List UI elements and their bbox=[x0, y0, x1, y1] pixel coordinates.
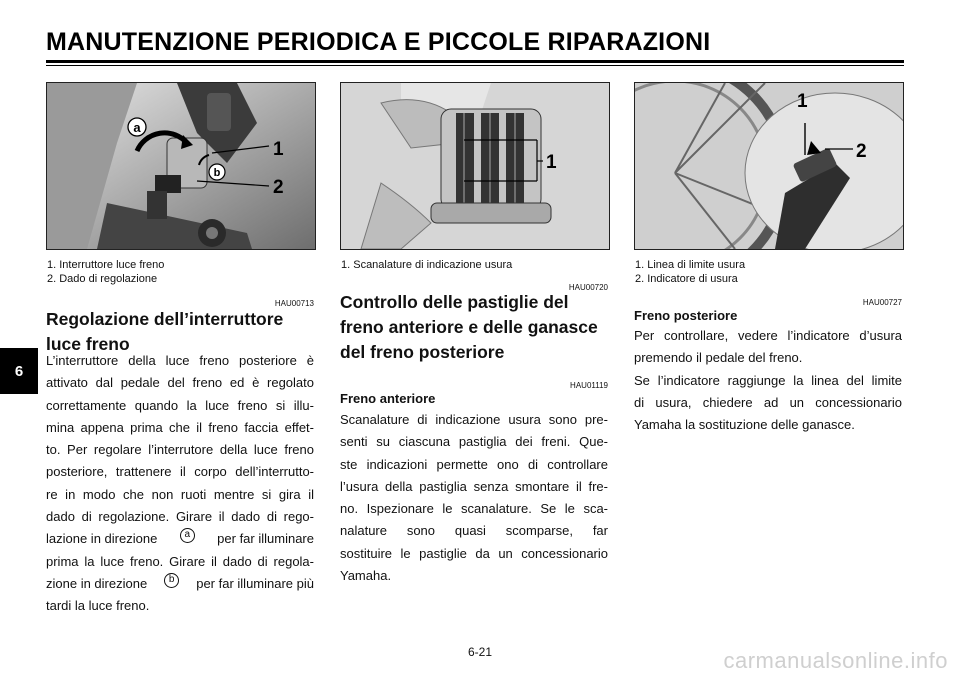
page-title: MANUTENZIONE PERIODICA E PICCOLE RIPARAZIONI bbox=[46, 28, 711, 56]
text-line: nalature sono quasi scomparse, far bbox=[340, 523, 608, 539]
heading-line: del freno posteriore bbox=[340, 342, 505, 362]
section-heading bbox=[340, 290, 608, 365]
callout-b: b bbox=[213, 167, 221, 179]
marker-letter: a bbox=[184, 529, 191, 541]
callout-1: 1 bbox=[797, 91, 808, 112]
callout-1: 1 bbox=[546, 152, 557, 173]
text-line: prima la luce freno. Girare il dado di regola- bbox=[46, 553, 314, 569]
callout-2: 2 bbox=[856, 141, 867, 162]
header-rule-thick bbox=[46, 60, 904, 63]
chapter-tab: 6 bbox=[0, 348, 38, 394]
text-line: Yamaha. bbox=[340, 568, 392, 584]
body-paragraph bbox=[46, 350, 314, 618]
text-line: Per controllare, vedere l’indicatore d’usura bbox=[634, 328, 902, 343]
body-paragraph bbox=[634, 325, 902, 436]
text-fragment: lazione in direzione bbox=[46, 531, 158, 547]
text-fragment: zione in direzione bbox=[46, 575, 148, 591]
caption-line: 2. Indicatore di usura bbox=[635, 273, 738, 285]
text-line: Yamaha la sostituzione delle ganasce. bbox=[634, 417, 855, 433]
marker-letter: b bbox=[168, 573, 175, 585]
caption-line: 1. Scanalature di indicazione usura bbox=[341, 259, 513, 271]
text-line: no. Ispezionare le scanalature. Se le sca- bbox=[340, 501, 608, 517]
text-line: correttamente quando la luce freno si illu- bbox=[46, 397, 314, 413]
subheading: Freno anteriore bbox=[340, 391, 436, 406]
heading-line: Controllo delle pastiglie del bbox=[340, 292, 569, 312]
direction-a-marker bbox=[180, 528, 195, 543]
header-rule-thin bbox=[46, 65, 904, 66]
text-line: di usura, chiedere ad un concessionario bbox=[634, 394, 902, 410]
heading-line: Regolazione dell’interruttore bbox=[46, 309, 284, 329]
figure-caption bbox=[635, 258, 745, 286]
reference-code: HAU00727 bbox=[862, 298, 902, 307]
text-line: tardi la luce freno. bbox=[46, 598, 150, 614]
direction-b-marker bbox=[164, 573, 179, 588]
callout-a: a bbox=[133, 120, 141, 135]
reference-code: HAU00720 bbox=[568, 283, 608, 292]
text-line bbox=[46, 528, 314, 550]
caption-line: 2. Dado di regolazione bbox=[47, 273, 158, 285]
figure-front-pads bbox=[340, 82, 610, 250]
text-line: premendo il pedale del freno. bbox=[634, 350, 803, 366]
text-line: posteriore, trattenere il corpo dell’interrutto- bbox=[46, 464, 314, 480]
callout-2: 2 bbox=[273, 177, 284, 198]
text-line: l’usura della pastiglia senza smontare il fre- bbox=[340, 478, 608, 494]
reference-code: HAU01119 bbox=[570, 381, 608, 390]
figure-brake-switch bbox=[46, 82, 316, 250]
subheading: Freno posteriore bbox=[634, 308, 738, 323]
text-line: ste indicazioni permette ono di controllare bbox=[340, 456, 608, 472]
text-line: senti su ciascuna pastiglia dei freni. Que- bbox=[340, 434, 608, 450]
figure-caption bbox=[47, 258, 164, 286]
text-line: dado di regolazione. Girare il dado di rego- bbox=[46, 509, 314, 525]
page-number: 6-21 bbox=[467, 645, 493, 659]
text-line: Se l’indicatore raggiunge la linea del limite bbox=[634, 372, 902, 388]
text-line: Scanalature di indicazione usura sono pre- bbox=[340, 412, 608, 427]
heading-line: luce freno bbox=[46, 334, 130, 354]
heading-line: freno anteriore e delle ganasce bbox=[340, 317, 598, 337]
text-line bbox=[46, 573, 314, 595]
text-line: sostituire le pastiglie da un concessionario bbox=[340, 545, 608, 561]
caption-line: 1. Interruttore luce freno bbox=[47, 259, 165, 271]
body-paragraph bbox=[340, 409, 608, 587]
text-line: mina appena prima che il freno faccia effet- bbox=[46, 419, 314, 435]
figure-rear-shoes bbox=[634, 82, 904, 250]
watermark: carmanualsonline.info bbox=[723, 648, 948, 673]
text-line: attivato dal pedale del freno ed è regolato bbox=[46, 375, 314, 391]
callout-1: 1 bbox=[273, 139, 284, 160]
text-fragment: per far illuminare bbox=[217, 531, 314, 547]
text-line: L’interruttore della luce freno posteriore è bbox=[46, 353, 314, 368]
text-line: re in modo che non ruoti mentre si gira il bbox=[46, 486, 314, 502]
text-line: to. Per regolare l’interrutore della luce freno bbox=[46, 442, 314, 458]
caption-line: 1. Linea di limite usura bbox=[635, 259, 746, 271]
text-fragment: per far illuminare più bbox=[196, 575, 314, 591]
reference-code: HAU00713 bbox=[274, 299, 314, 308]
figure-caption bbox=[341, 258, 512, 272]
